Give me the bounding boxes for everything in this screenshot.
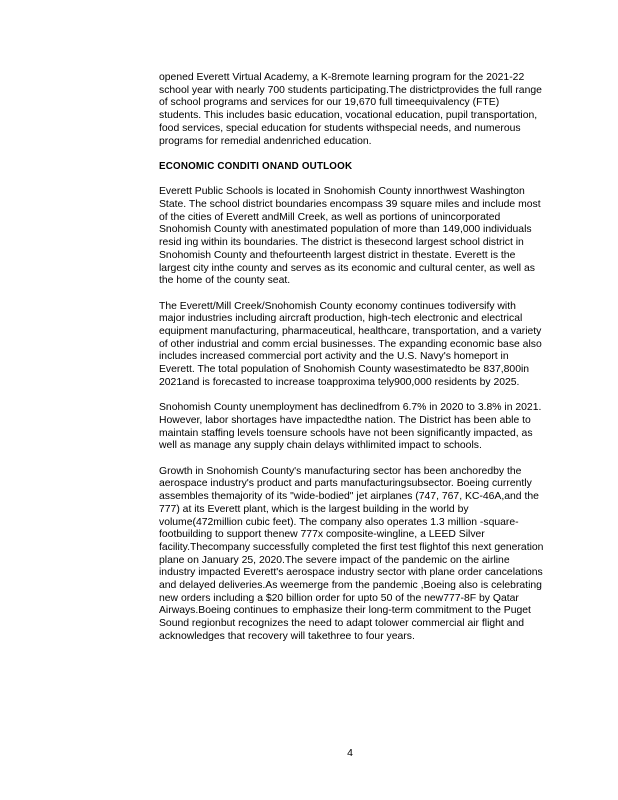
intro-paragraph: opened Everett Virtual Academy, a K-8remote learning program for the 2021-22 school year with nearly 700 students participating.The districtprovides the full range of school programs and services for our 19,670 full timeequivalency (FTE) students. This includes basic education, vocational education, pupil transportation, food services, special education for students withspecial needs, and numerous programs for remedial andenriched education. [159,72,542,147]
section-heading: ECONOMIC CONDITI ONAND OUTLOOK [159,160,353,172]
page-body [159,72,544,656]
page-number: 4 [347,748,353,759]
paragraph-location: Everett Public Schools is located in Snohomish County innorthwest Washington State. The school district boundaries encompass 39 square miles and include most of the cities of Everett andMill Creek, as well as portions of unincorporated Snohomish County with anestimated population of more than 149,000 individuals resid ing within its boundaries. The district is thesecond largest school district in Snohomish County and thefourteenth largest district in thestate. Everett is the largest city inthe county and serves as its economic and cultural center, as well as the home of the county seat. [159,186,541,287]
paragraph-unemployment: Snohomish County unemployment has declinedfrom 6.7% in 2020 to 3.8% in 2021. However, labor shortages have impactedthe nation. The District has been able to maintain staffing levels toensure schools have not been significantly impacted, as well as manage any supply chain delays withlimited impact to schools. [159,402,542,452]
paragraph-manufacturing: Growth in Snohomish County's manufacturing sector has been anchoredby the aerospace industry's product and parts manufacturingsubsector. Boeing currently assembles themajority of its "wide-bodied" jet airplanes (747, 767, KC-46A,and the 777) at its Everett plant, which is the largest building in the world by volume(472million cubic feet). The company also operates 1.3 million -square-footbuilding to support thenew 777x composite-wingline, a LEED Silver facility.Thecompany successfully completed the first test flightof this next generation plane on January 25, 2020.The severe impact of the pandemic on the airline industry impacted Everett's aerospace industry sector with plane order cancelations and delayed deliveries.As weemerge from the pandemic ,Boeing also is celebrating new orders including a $20 billion order for upto 50 of the new777-8F by Qatar Airways.Boeing continues to emphasize their long-term commitment to the Puget Sound regionbut recognizes the need to adapt tolower commercial air flight and acknowledges that recovery will takethree to four years. [159,465,544,642]
paragraph-economy: The Everett/Mill Creek/Snohomish County economy continues todiversify with major industries including aircraft production, high-tech electronic and electrical equipment manufacturing, pharmaceutical, healthcare, transportation, and a variety of other industrial and comm ercial businesses. The expanding economic base also includes increased commercial port activity and the U.S. Navy's homeport in Everett. The total population of Snohomish County wasestimatedto be 837,800in 2021and is forecasted to increase toapproxima tely900,000 residents by 2025. [159,300,542,388]
